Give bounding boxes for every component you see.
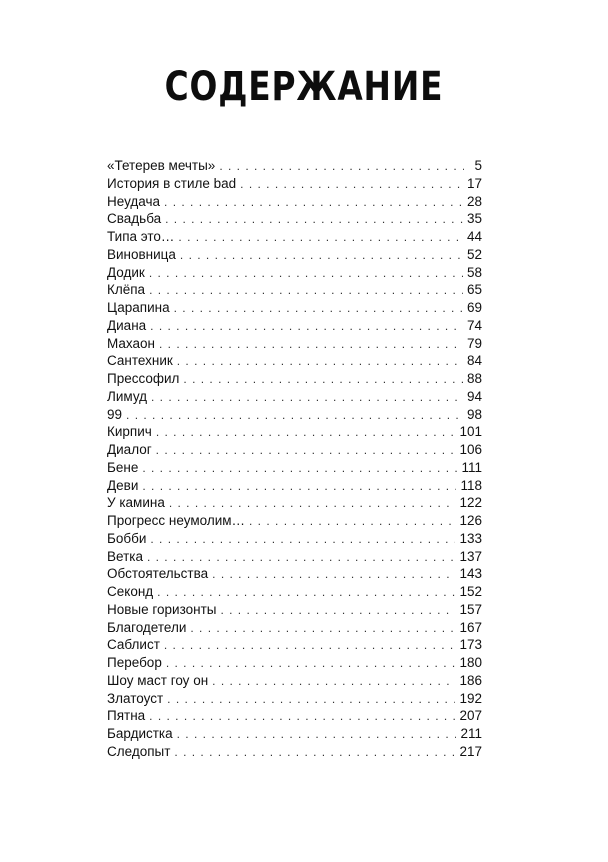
- dot-leader: [167, 691, 455, 709]
- toc-entry: [107, 619, 482, 637]
- toc-entry-page-number: 180: [459, 655, 482, 670]
- toc-entry: [107, 583, 482, 601]
- dot-leader: [159, 336, 463, 354]
- dot-leader: [212, 566, 455, 584]
- toc-entry-page-number: 122: [459, 495, 482, 511]
- toc-entry-title: Прессофил: [107, 371, 180, 386]
- toc-entry: [107, 406, 482, 424]
- dot-leader: [142, 460, 457, 478]
- toc-entry-page-number: 106: [459, 442, 482, 457]
- toc-entry-title: Благодетели: [107, 619, 187, 635]
- toc-entry: [107, 335, 482, 353]
- toc-entry: [107, 352, 482, 370]
- toc-entry-title: Новые горизонты: [107, 601, 217, 617]
- dot-leader: [220, 602, 455, 620]
- toc-entry-page-number: 143: [459, 566, 482, 582]
- toc-entry-page-number: 88: [466, 371, 482, 386]
- page-title: СОДЕРЖАНИЕ: [164, 64, 444, 110]
- dot-leader: [169, 495, 456, 513]
- toc-entry-title: Бардистка: [107, 726, 173, 741]
- toc-entry-page-number: 84: [466, 353, 482, 369]
- toc-entry-page-number: 5: [474, 158, 482, 173]
- toc-entry-title: Бене: [107, 459, 139, 475]
- toc-entry-page-number: 126: [459, 513, 482, 528]
- toc-entry-title: Ветка: [107, 548, 143, 564]
- toc-entry: [107, 317, 482, 335]
- toc-entry-title: Сантехник: [107, 353, 173, 369]
- table-of-contents: [107, 157, 482, 761]
- toc-entry-title: Лимуд: [107, 388, 148, 404]
- toc-entry-title: Типа это…: [107, 229, 175, 244]
- toc-entry-title: Диалог: [107, 442, 152, 457]
- dot-leader: [149, 265, 463, 283]
- toc-entry-page-number: 157: [459, 601, 482, 617]
- toc-entry: [107, 246, 482, 264]
- dot-leader: [219, 158, 464, 176]
- toc-entry-page-number: 152: [459, 584, 482, 599]
- toc-entry-page-number: 52: [466, 246, 482, 262]
- toc-entry-page-number: 44: [466, 229, 482, 244]
- dot-leader: [157, 584, 455, 602]
- toc-entry-title: «Тетерев мечты»: [107, 158, 216, 173]
- dot-leader: [180, 247, 463, 265]
- toc-entry-title: Махаон: [107, 335, 155, 351]
- dot-leader: [240, 176, 463, 194]
- toc-entry-title: 99: [107, 406, 123, 422]
- toc-entry: [107, 175, 482, 193]
- toc-entry-page-number: 35: [466, 211, 482, 227]
- toc-entry-page-number: 186: [459, 672, 482, 688]
- dot-leader: [165, 211, 463, 229]
- dot-leader: [150, 531, 455, 549]
- toc-entry: [107, 548, 482, 566]
- toc-entry-title: Виновница: [107, 246, 176, 262]
- dot-leader: [190, 620, 455, 638]
- toc-entry: [107, 725, 482, 743]
- toc-entry-page-number: 211: [460, 726, 482, 741]
- toc-entry-page-number: 74: [466, 317, 482, 333]
- dot-leader: [183, 371, 463, 389]
- toc-entry: [107, 193, 482, 211]
- dot-leader: [149, 708, 455, 726]
- toc-entry-title: Перебор: [107, 655, 162, 670]
- dot-leader: [147, 549, 456, 567]
- toc-entry-title: Клёпа: [107, 282, 146, 298]
- toc-entry-title: Пятна: [107, 708, 146, 724]
- toc-entry-title: Бобби: [107, 530, 147, 546]
- toc-entry: [107, 707, 482, 725]
- toc-entry: [107, 601, 482, 619]
- toc-entry-page-number: 98: [466, 406, 482, 422]
- toc-entry-title: Прогресс неумолим…: [107, 513, 246, 528]
- toc-entry-page-number: 207: [459, 708, 482, 724]
- toc-entry: [107, 299, 482, 317]
- toc-entry: [107, 690, 482, 708]
- dot-leader: [164, 194, 463, 212]
- toc-entry-page-number: 58: [466, 264, 482, 280]
- toc-entry-title: Следопыт: [107, 743, 171, 759]
- toc-entry-page-number: 137: [459, 548, 482, 564]
- toc-entry-title: Секонд: [107, 584, 154, 599]
- dot-leader: [126, 407, 463, 425]
- toc-entry: [107, 743, 482, 761]
- toc-entry-title: Обстоятельства: [107, 566, 209, 582]
- toc-entry: [107, 281, 482, 299]
- toc-entry-page-number: 79: [466, 335, 482, 351]
- toc-entry: [107, 477, 482, 495]
- dot-leader: [156, 442, 456, 460]
- toc-entry-page-number: 217: [459, 743, 482, 759]
- toc-entry: [107, 512, 482, 530]
- dot-leader: [164, 637, 456, 655]
- dot-leader: [174, 300, 463, 318]
- toc-entry-page-number: 192: [459, 690, 482, 706]
- toc-entry: [107, 494, 482, 512]
- toc-entry: [107, 672, 482, 690]
- toc-entry: [107, 423, 482, 441]
- dot-leader: [177, 726, 457, 744]
- toc-entry: [107, 388, 482, 406]
- toc-entry: [107, 636, 482, 654]
- toc-entry: [107, 157, 482, 175]
- dot-leader: [249, 513, 455, 531]
- dot-leader: [150, 318, 463, 336]
- toc-entry: [107, 228, 482, 246]
- dot-leader: [142, 478, 456, 496]
- dot-leader: [151, 389, 463, 407]
- dot-leader: [178, 229, 463, 247]
- dot-leader: [177, 353, 463, 371]
- toc-entry-page-number: 118: [460, 477, 482, 493]
- toc-entry-page-number: 167: [459, 619, 482, 635]
- dot-leader: [156, 424, 456, 442]
- toc-entry-page-number: 133: [459, 530, 482, 546]
- toc-entry: [107, 210, 482, 228]
- dot-leader: [212, 673, 455, 691]
- toc-entry-page-number: 17: [466, 175, 482, 191]
- toc-entry-title: Неудача: [107, 193, 161, 209]
- toc-entry: [107, 654, 482, 672]
- dot-leader: [174, 744, 455, 762]
- toc-entry-page-number: 28: [466, 193, 482, 209]
- toc-entry-title: У камина: [107, 495, 165, 511]
- toc-entry-title: История в стиле bad: [107, 175, 237, 191]
- toc-entry-title: Свадьба: [107, 211, 162, 227]
- dot-leader: [149, 282, 463, 300]
- toc-entry-title: Златоуст: [107, 690, 164, 706]
- toc-entry-page-number: 173: [459, 637, 482, 653]
- toc-entry-page-number: 65: [466, 282, 482, 298]
- toc-entry-page-number: 94: [466, 388, 482, 404]
- toc-entry-title: Царапина: [107, 300, 170, 315]
- toc-entry: [107, 441, 482, 459]
- toc-entry: [107, 459, 482, 477]
- toc-entry-title: Саблист: [107, 637, 160, 653]
- toc-entry: [107, 370, 482, 388]
- toc-entry-page-number: 101: [459, 424, 482, 440]
- toc-entry: [107, 565, 482, 583]
- toc-entry-title: Деви: [107, 477, 139, 493]
- toc-entry-page-number: 111: [461, 459, 482, 475]
- toc-entry-page-number: 69: [466, 300, 482, 315]
- dot-leader: [166, 655, 456, 673]
- toc-entry-title: Кирпич: [107, 424, 152, 440]
- toc-entry-title: Шоу маст гоу он: [107, 672, 209, 688]
- toc-entry-title: Додик: [107, 264, 145, 280]
- toc-entry: [107, 264, 482, 282]
- toc-entry: [107, 530, 482, 548]
- toc-entry-title: Диана: [107, 317, 147, 333]
